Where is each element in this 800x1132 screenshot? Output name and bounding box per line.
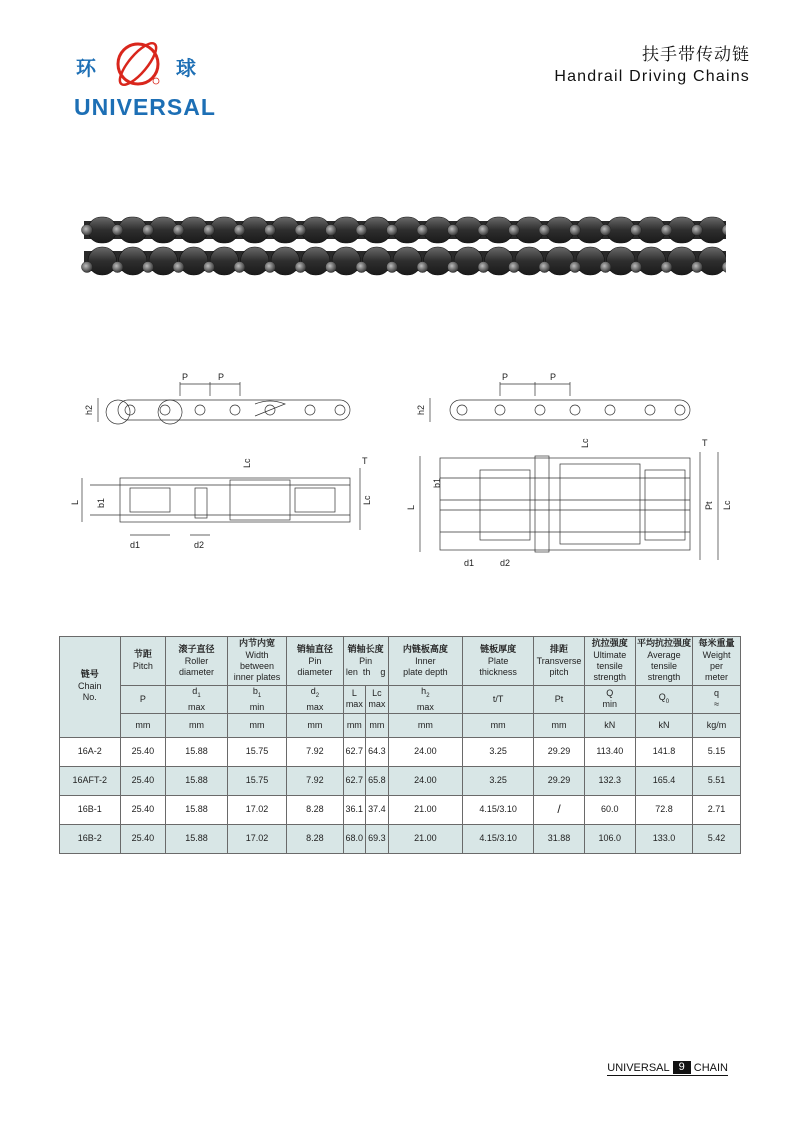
cell-lc: 65.8	[366, 766, 389, 795]
cell-d1: 15.88	[166, 824, 228, 853]
chain-pin	[356, 262, 367, 273]
sym-pin-dia: $d_2$ max	[287, 686, 343, 714]
cell-p: 25.40	[120, 824, 166, 853]
cell-h2: 24.00	[388, 766, 462, 795]
cell-w: 5.51	[693, 766, 741, 795]
footer-brand: UNIVERSAL	[607, 1061, 670, 1074]
chain-plate	[119, 247, 148, 275]
chain-pin	[173, 225, 184, 236]
chain-pin	[631, 225, 642, 236]
chain-plate	[454, 247, 483, 275]
chain-pin	[326, 225, 337, 236]
label-pitch-1: P	[182, 372, 189, 382]
unit-plate-thick: mm	[463, 713, 534, 737]
cell-d1: 15.88	[166, 737, 228, 766]
footer-chain: CHAIN	[693, 1061, 728, 1074]
chain-pin	[661, 262, 672, 273]
unit-pin-l: mm	[343, 713, 366, 737]
cell-pt: 29.29	[534, 766, 585, 795]
label-b1: b1	[96, 497, 106, 508]
chain-pin	[478, 262, 489, 273]
sym-roller: $d_1$ max	[166, 686, 228, 714]
cell-q: 132.3	[584, 766, 635, 795]
spec-table	[59, 636, 741, 854]
cell-q: 113.40	[584, 737, 635, 766]
label-lc-side: Lc	[362, 495, 372, 505]
label-t-r: T	[702, 438, 708, 448]
cell-d2: 8.28	[287, 795, 343, 824]
logo-brand-name: UNIVERSAL	[74, 94, 216, 120]
label-b1-r: b1	[432, 477, 442, 488]
cell-l: 62.7	[343, 766, 366, 795]
chain-pin	[326, 262, 337, 273]
chain-plate	[88, 247, 117, 275]
cell-pt: /	[534, 795, 585, 824]
cell-pt: 29.29	[534, 737, 585, 766]
th-plate-thick: 链板厚度 Plate thickness	[463, 637, 534, 686]
chain-pin	[539, 262, 550, 273]
sym-ultimate: Q min	[584, 686, 635, 714]
chain-plate	[393, 247, 422, 275]
cell-l: 68.0	[343, 824, 366, 853]
chain-pin	[295, 262, 306, 273]
label-d2: d2	[194, 540, 205, 550]
table-row	[60, 737, 741, 766]
chain-plate	[271, 247, 300, 275]
th-weight: 每米重量 Weight per meter	[693, 637, 741, 686]
label-l-r: L	[406, 504, 416, 510]
cell-l: 62.7	[343, 737, 366, 766]
chain-plate	[485, 247, 514, 275]
chain-plate	[668, 247, 697, 275]
unit-weight: kg/m	[693, 713, 741, 737]
th-plate-depth: 内链板高度 Inner plate depth	[388, 637, 462, 686]
table-row	[60, 824, 741, 853]
header-row-names	[60, 637, 741, 686]
unit-transverse: mm	[534, 713, 585, 737]
label-l: L	[70, 499, 80, 505]
header-row-units	[60, 713, 741, 737]
chain-pin	[265, 262, 276, 273]
double-strand-diagram	[400, 360, 740, 575]
th-pin-dia: 销轴直径 Pin diameter	[287, 637, 343, 686]
chain-pin	[356, 225, 367, 236]
chain-pin	[112, 225, 123, 236]
chain-pin	[265, 225, 276, 236]
sym-plate-thick: t/T	[463, 686, 534, 714]
chain-pin	[112, 262, 123, 273]
chain-plate	[515, 247, 544, 275]
chain-pin	[204, 262, 215, 273]
chain-plate	[302, 247, 331, 275]
th-chain-no: 链号 Chain No.	[60, 637, 121, 738]
single-strand-diagram	[70, 360, 400, 560]
chain-pin	[570, 225, 581, 236]
cell-w: 5.15	[693, 737, 741, 766]
cell-chain: 16B-1	[60, 795, 121, 824]
chain-pin	[173, 262, 184, 273]
sym-pin-l: L max	[343, 686, 366, 714]
chain-plate	[546, 247, 575, 275]
cell-lc: 37.4	[366, 795, 389, 824]
logo-cn-left: 环	[76, 56, 97, 80]
cell-q0: 72.8	[635, 795, 692, 824]
cell-chain: 16AFT-2	[60, 766, 121, 795]
globe-logo-icon	[108, 34, 168, 94]
chain-pin	[417, 262, 428, 273]
page-footer	[607, 1060, 728, 1076]
logo-cn-right: 球	[176, 56, 197, 80]
unit-pitch: mm	[120, 713, 166, 737]
chain-plate	[149, 247, 178, 275]
label-pt: Pt	[704, 501, 714, 510]
label-lc-r: Lc	[722, 500, 732, 510]
cell-t: 4.15/3.10	[463, 795, 534, 824]
th-roller: 滚子直径 Roller diameter	[166, 637, 228, 686]
page-title-en: Handrail Driving Chains	[554, 68, 750, 85]
chain-pin	[234, 262, 245, 273]
chain-plate	[698, 247, 726, 275]
table-row	[60, 795, 741, 824]
chain-pin	[509, 225, 520, 236]
label-d1-r: d1	[464, 558, 475, 568]
cell-h2: 21.00	[388, 824, 462, 853]
chain-pin	[692, 225, 703, 236]
chain-pin	[448, 262, 459, 273]
cell-h2: 21.00	[388, 795, 462, 824]
chain-photo	[78, 205, 726, 300]
brand-logo	[70, 28, 216, 124]
cell-p: 25.40	[120, 737, 166, 766]
cell-w: 2.71	[693, 795, 741, 824]
chain-pin	[478, 225, 489, 236]
chain-pin	[631, 262, 642, 273]
th-average: 平均抗拉强度 Average tensile strength	[635, 637, 692, 686]
cell-q0: 141.8	[635, 737, 692, 766]
unit-pin-lc: mm	[366, 713, 389, 737]
chain-pin	[295, 225, 306, 236]
cell-b1: 17.02	[227, 824, 286, 853]
chain-pin	[204, 225, 215, 236]
chain-pin	[387, 225, 398, 236]
page-title-cn: 扶手带传动链	[642, 45, 750, 65]
cell-b1: 15.75	[227, 766, 286, 795]
unit-pin-dia: mm	[287, 713, 343, 737]
label-pitch-2: P	[218, 372, 225, 382]
chain-pin	[600, 225, 611, 236]
chain-pin	[661, 225, 672, 236]
sym-average: $Q_0$	[635, 686, 692, 714]
cell-h2: 24.00	[388, 737, 462, 766]
th-pitch: 节距 Pitch	[120, 637, 166, 686]
cell-d2: 7.92	[287, 737, 343, 766]
chain-plate	[332, 247, 361, 275]
cell-t: 4.15/3.10	[463, 824, 534, 853]
cell-pt: 31.88	[534, 824, 585, 853]
label-lc-r-top: Lc	[580, 438, 590, 448]
chain-pin	[143, 262, 154, 273]
chain-pin	[448, 225, 459, 236]
label-pitch-r1: P	[502, 372, 509, 382]
cell-q0: 133.0	[635, 824, 692, 853]
cell-t: 3.25	[463, 766, 534, 795]
cell-t: 3.25	[463, 737, 534, 766]
label-d2-r: d2	[500, 558, 511, 568]
label-t: T	[362, 456, 368, 466]
chain-plate	[210, 247, 239, 275]
label-h2: h2	[84, 404, 94, 415]
chain-plate	[363, 247, 392, 275]
cell-q: 60.0	[584, 795, 635, 824]
cell-b1: 17.02	[227, 795, 286, 824]
chain-plate	[607, 247, 636, 275]
chain-plate	[180, 247, 209, 275]
chain-pin	[234, 225, 245, 236]
page-number: 9	[673, 1061, 691, 1074]
cell-p: 25.40	[120, 766, 166, 795]
chain-pin	[692, 262, 703, 273]
cell-chain: 16A-2	[60, 737, 121, 766]
th-pin-len: 销轴长度 Pin len th g	[343, 637, 388, 686]
cell-chain: 16B-2	[60, 824, 121, 853]
chain-pin	[600, 262, 611, 273]
chain-plate	[241, 247, 270, 275]
label-lc-top: Lc	[242, 458, 252, 468]
cell-b1: 15.75	[227, 737, 286, 766]
cell-d2: 7.92	[287, 766, 343, 795]
cell-d2: 8.28	[287, 824, 343, 853]
label-pitch-r2: P	[550, 372, 557, 382]
chain-pin	[417, 225, 428, 236]
sym-pitch: P	[120, 686, 166, 714]
chain-plate	[576, 247, 605, 275]
unit-ultimate: kN	[584, 713, 635, 737]
th-width: 内节内宽 Width between inner plates	[227, 637, 286, 686]
cell-q: 106.0	[584, 824, 635, 853]
chain-plate	[637, 247, 666, 275]
chain-pin	[509, 262, 520, 273]
sym-transverse: Pt	[534, 686, 585, 714]
table-row	[60, 766, 741, 795]
chain-pin	[387, 262, 398, 273]
unit-width: mm	[227, 713, 286, 737]
cell-d1: 15.88	[166, 795, 228, 824]
chain-pin	[539, 225, 550, 236]
th-ultimate: 抗拉强度 Ultimate tensile strength	[584, 637, 635, 686]
chain-pin	[143, 225, 154, 236]
chain-photo-body	[82, 217, 727, 275]
chain-plate	[424, 247, 453, 275]
cell-lc: 64.3	[366, 737, 389, 766]
chain-pin	[570, 262, 581, 273]
chain-pin	[82, 225, 93, 236]
cell-q0: 165.4	[635, 766, 692, 795]
chain-pin	[82, 262, 93, 273]
cell-lc: 69.3	[366, 824, 389, 853]
unit-roller: mm	[166, 713, 228, 737]
sym-width: $b_1$ min	[227, 686, 286, 714]
unit-average: kN	[635, 713, 692, 737]
cell-w: 5.42	[693, 824, 741, 853]
cell-d1: 15.88	[166, 766, 228, 795]
cell-l: 36.1	[343, 795, 366, 824]
header-row-symbols	[60, 686, 741, 714]
sym-pin-lc: Lc max	[366, 686, 389, 714]
th-transverse: 排距 Transverse pitch	[534, 637, 585, 686]
label-h2-r: h2	[416, 404, 426, 415]
sym-weight: q ≈	[693, 686, 741, 714]
sym-plate-depth: $h_2$ max	[388, 686, 462, 714]
label-d1: d1	[130, 540, 141, 550]
unit-plate-depth: mm	[388, 713, 462, 737]
cell-p: 25.40	[120, 795, 166, 824]
